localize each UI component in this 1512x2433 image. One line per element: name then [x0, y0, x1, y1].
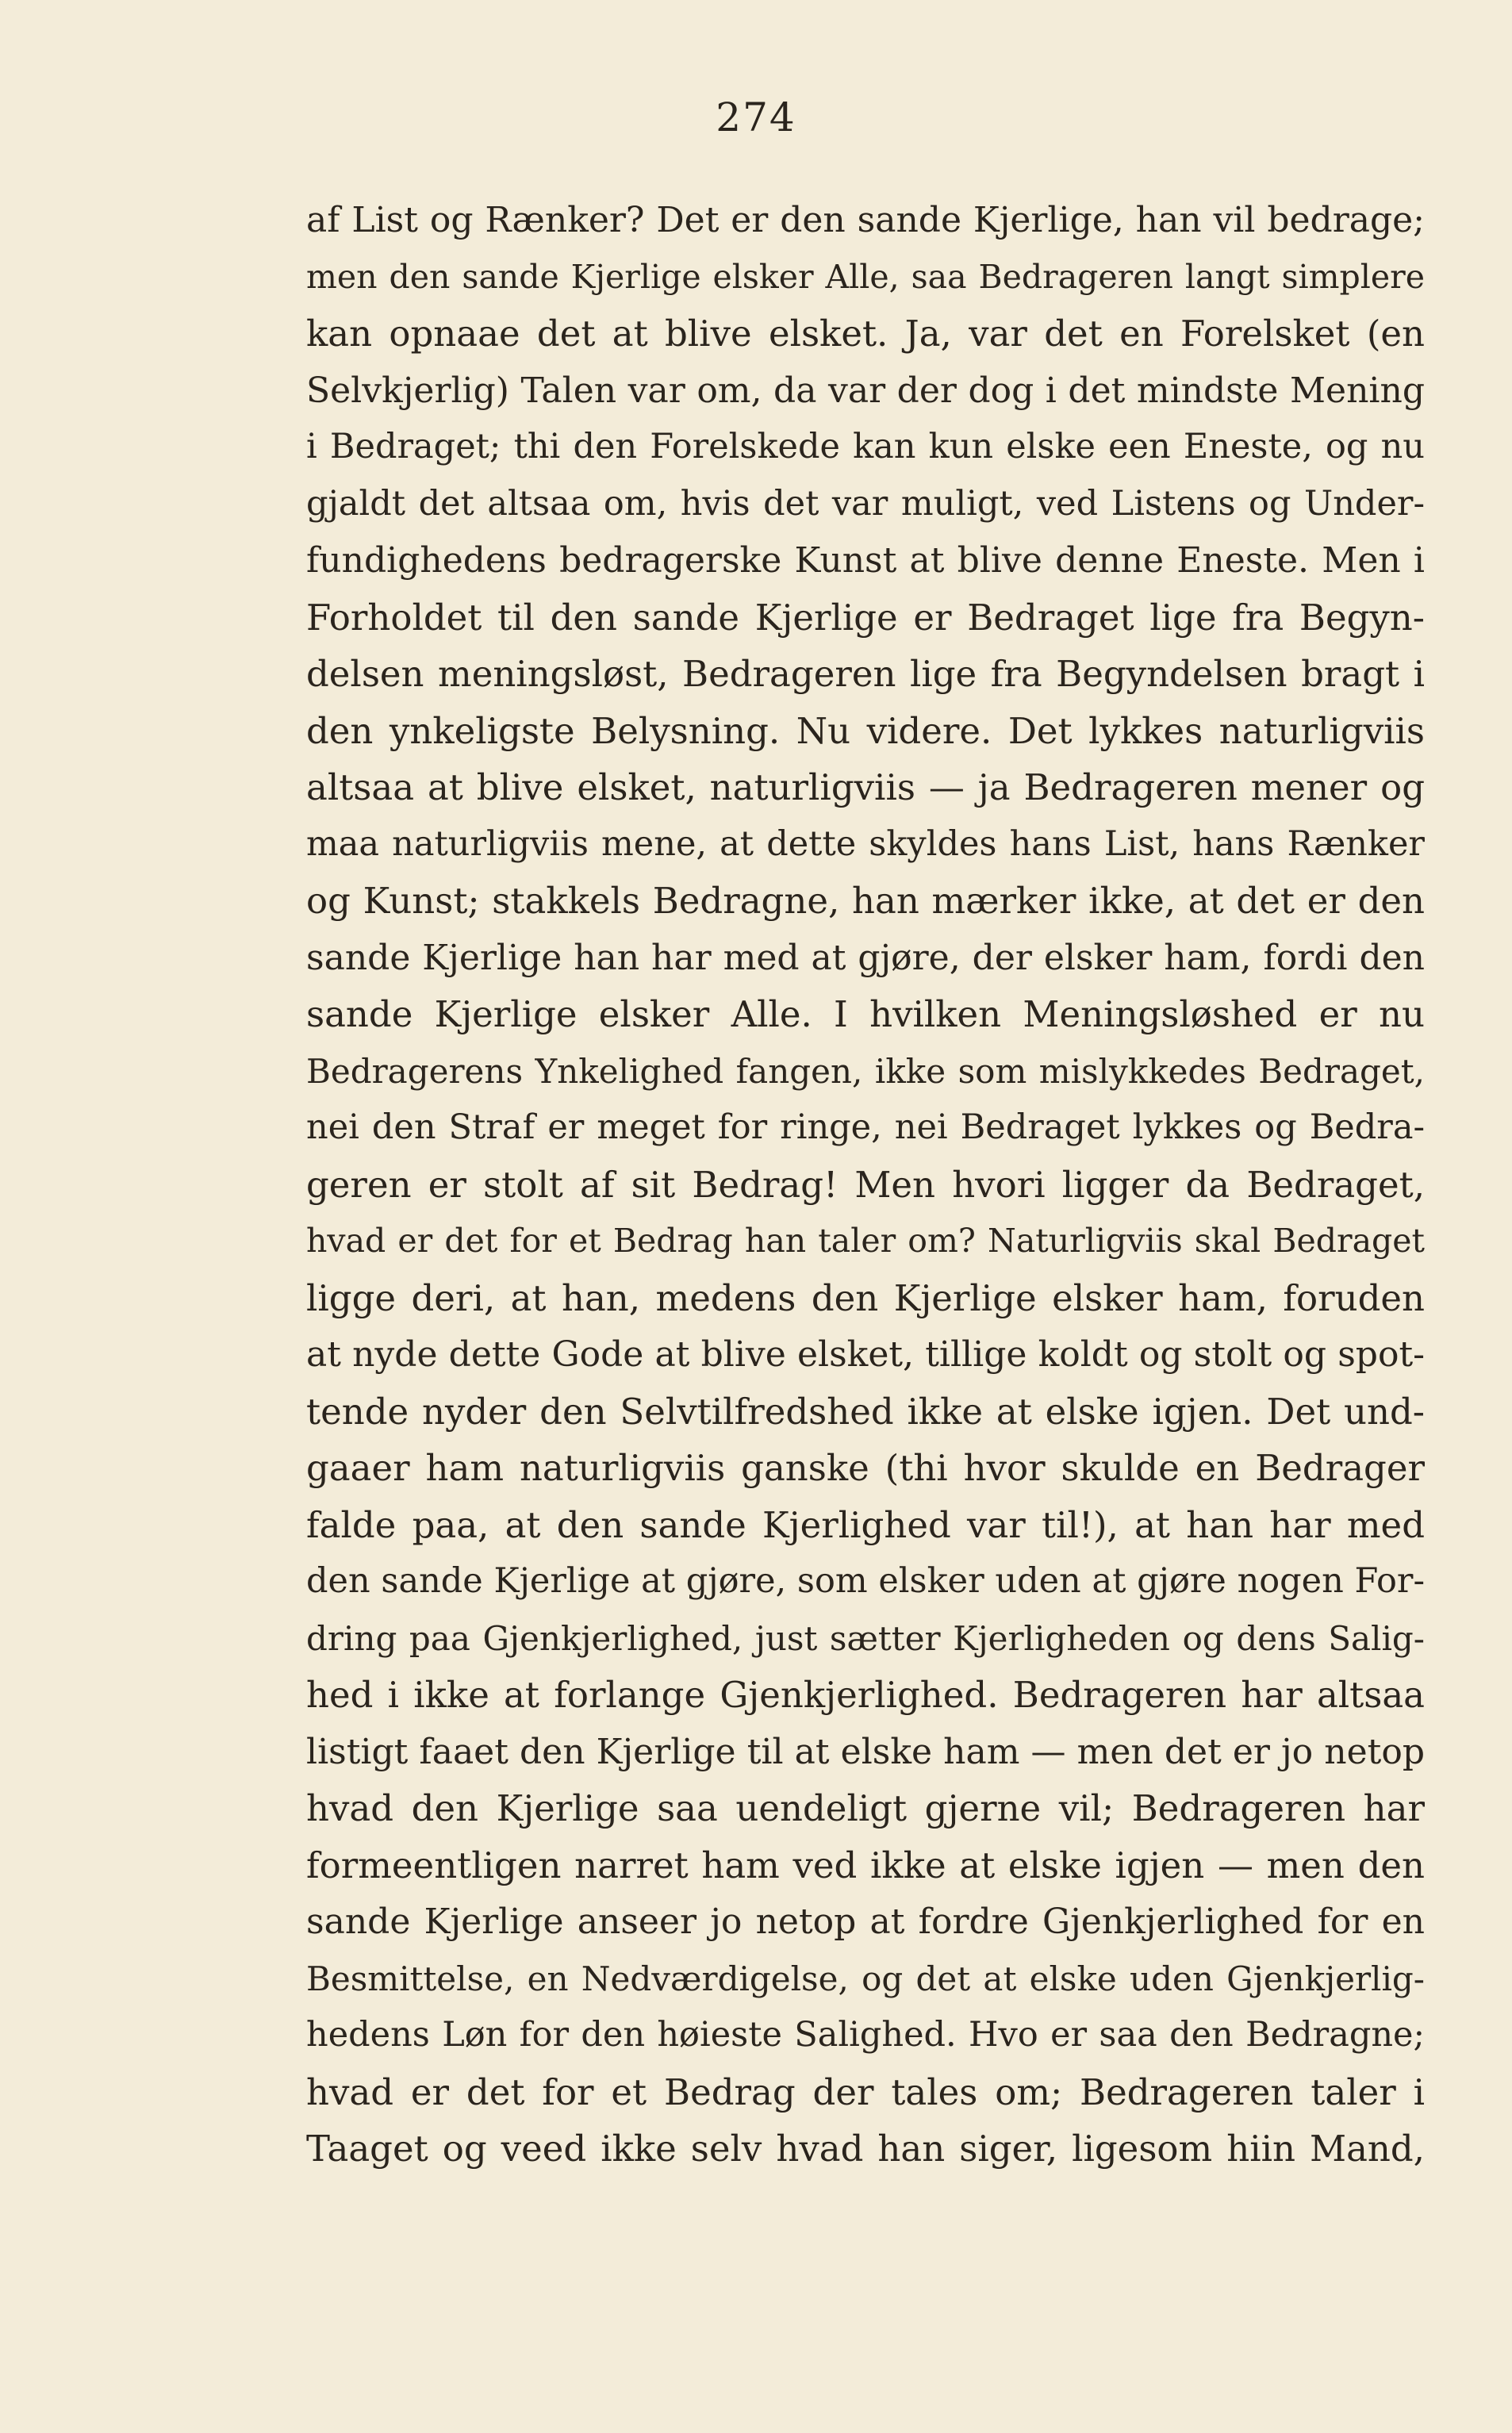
text-line: den ynkeligste Belysning. Nu videre. Det lykkes naturligviis: [306, 709, 1425, 752]
text-line: delsen meningsløst, Bedrageren lige fra Begyndelsen bragt i: [306, 653, 1425, 695]
text-line: Taaget og veed ikke selv hvad han siger, ligesom hiin Mand,: [306, 2128, 1425, 2170]
text-line: fundighedens bedragerske Kunst at blive denne Eneste. Men i: [306, 540, 1425, 581]
text-line: hedens Løn for den høieste Salighed. Hvo er saa den Bedragne;: [306, 2015, 1425, 2055]
text-line: hvad den Kjerlige saa uendeligt gjerne vil; Bedrageren har: [306, 1787, 1425, 1829]
text-line: Forholdet til den sande Kjerlige er Bedraget lige fra Begyn-: [306, 596, 1425, 639]
text-line: gjaldt det altsaa om, hvis det var muligt, ved Listens og Under-: [306, 483, 1425, 524]
text-line: gaaer ham naturligviis ganske (thi hvor skulde en Bedrager: [306, 1447, 1425, 1489]
text-line: men den sande Kjerlige elsker Alle, saa Bedrageren langt simplere: [306, 257, 1425, 296]
text-line: Besmittelse, en Nedværdigelse, og det at elske uden Gjenkjerlig-: [306, 1959, 1425, 1998]
text-line: sande Kjerlige han har med at gjøre, der elsker ham, fordi den: [306, 937, 1425, 978]
body-text: [306, 192, 1425, 2178]
text-line: geren er stolt af sit Bedrag! Men hvori ligger da Bedraget,: [306, 1163, 1425, 1206]
text-line: hed i ikke at forlange Gjenkjerlighed. Bedrageren har altsaa: [306, 1674, 1425, 1716]
text-line: sande Kjerlige anseer jo netop at fordre Gjenkjerlighed for en: [306, 1902, 1425, 1942]
text-line: dring paa Gjenkjerlighed, just sætter Kjerligheden og dens Salig-: [306, 1618, 1425, 1658]
text-line: formeentligen narret ham ved ikke at elske igjen — men den: [306, 1844, 1425, 1886]
text-line: af List og Rænker? Det er den sande Kjerlige, han vil bedrage;: [306, 200, 1425, 240]
text-line: kan opnaae det at blive elsket. Ja, var det en Forelsket (en: [306, 313, 1425, 355]
text-line: hvad er det for et Bedrag han taler om? Naturligviis skal Bedraget: [306, 1222, 1425, 1260]
text-line: listigt faaet den Kjerlige til at elske ham — men det er jo netop: [306, 1731, 1425, 1772]
text-line: i Bedraget; thi den Forelskede kan kun elske een Eneste, og nu: [306, 427, 1425, 466]
text-line: altsaa at blive elsket, naturligviis — ja Bedrageren mener og: [306, 766, 1425, 808]
text-line: maa naturligviis mene, at dette skyldes hans List, hans Rænker: [306, 823, 1425, 864]
text-line: falde paa, at den sande Kjerlighed var til!), at han har med: [306, 1503, 1425, 1546]
text-line: og Kunst; stakkels Bedragne, han mærker ikke, at det er den: [306, 880, 1425, 922]
text-line: ligge deri, at han, medens den Kjerlige elsker ham, foruden: [306, 1276, 1425, 1319]
text-line: sande Kjerlige elsker Alle. I hvilken Meningsløshed er nu: [306, 993, 1425, 1035]
text-line: tende nyder den Selvtilfredshed ikke at elske igjen. Det und-: [306, 1390, 1425, 1433]
text-line: Selvkjerlig) Talen var om, da var der dog i det mindste Mening: [306, 370, 1425, 411]
text-line: nei den Straf er meget for ringe, nei Bedraget lykkes og Bedra-: [306, 1107, 1425, 1147]
text-line: at nyde dette Gode at blive elsket, tillige koldt og stolt og spot-: [306, 1334, 1425, 1375]
text-line: den sande Kjerlige at gjøre, som elsker uden at gjøre nogen For-: [306, 1561, 1425, 1601]
text-line: Bedragerens Ynkelighed fangen, ikke som mislykkedes Bedraget,: [306, 1051, 1425, 1091]
page-number: 274: [716, 94, 796, 140]
text-line: hvad er det for et Bedrag der tales om; Bedrageren taler i: [306, 2070, 1425, 2113]
